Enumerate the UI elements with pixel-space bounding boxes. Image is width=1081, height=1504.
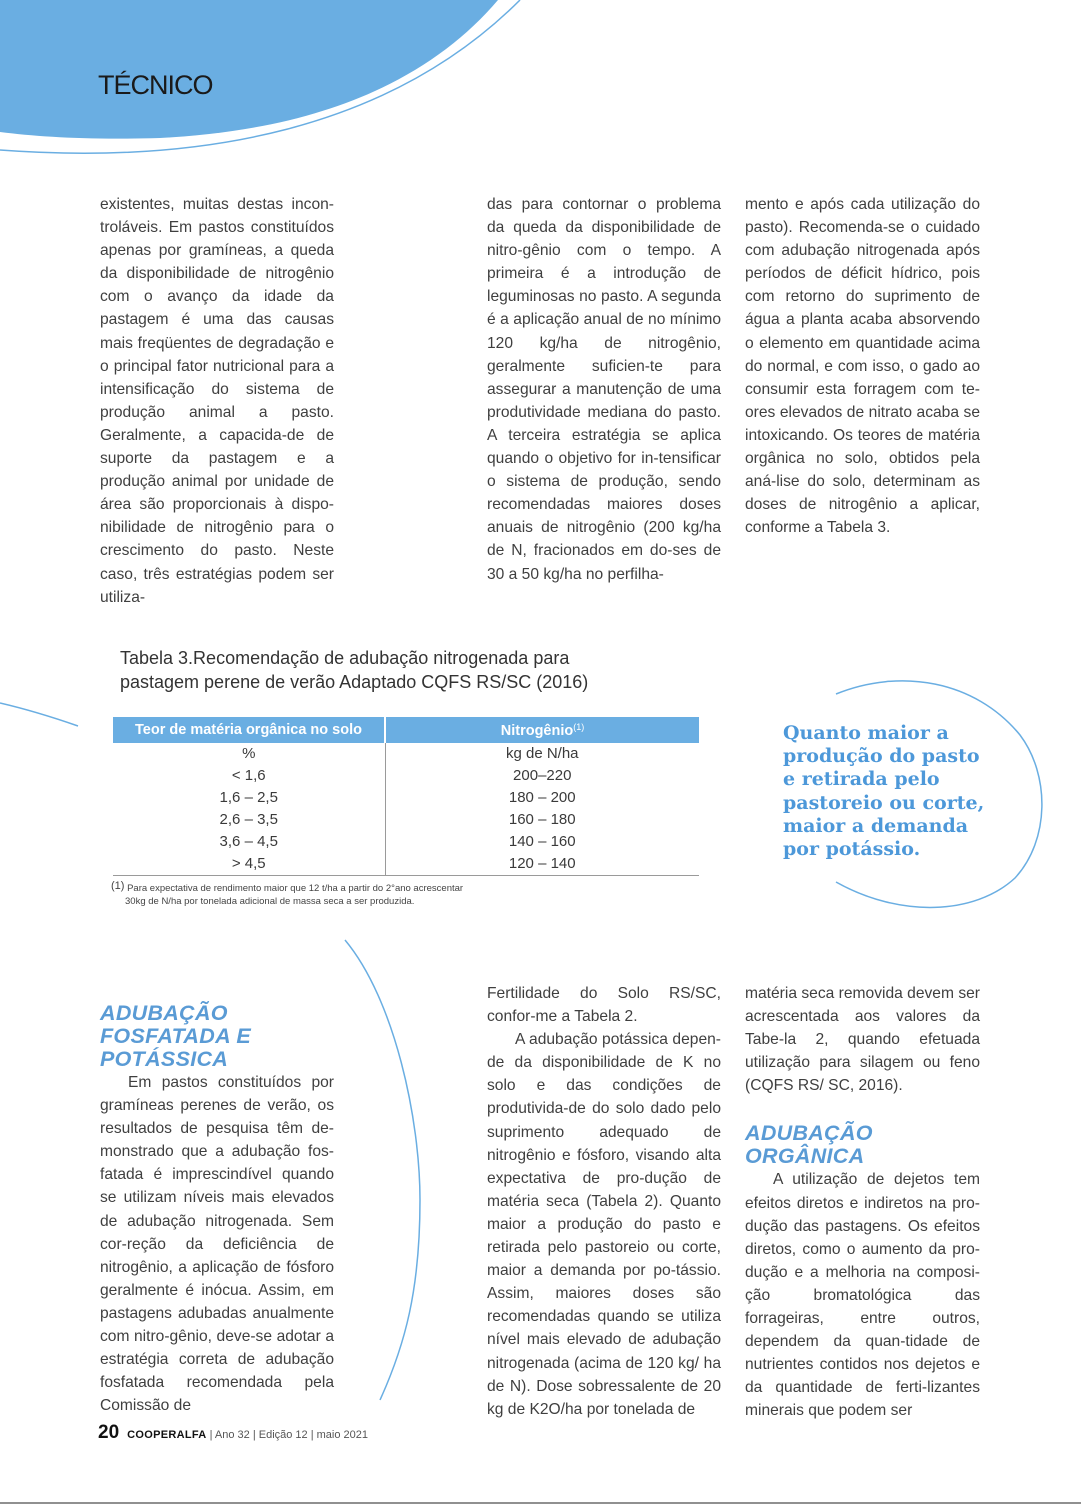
paragraph: A adubação potássica depen-de da disponibilidade de K no solo e das condições de produtivida-de do solo dado pelo suprimento adequado de nitrogênio e fósforo, visando alta expectativa de pro-dução de matéria seca (Tabela 2). Quanto maior a produção do pasto e retirada pelo pastoreio ou corte, maior a demanda por po-tássio. Assim, maiores doses são recomendadas quando se utiliza nível mais elevado de adubação nitrogenada (acima de 120 kg/ ha de N). Dose sobressalente de 20 kg de K2O/ha por tonelada de [487,1031,721,1418]
pull-quote-line: Quanto maior a [783,722,949,744]
heading-adubacao-organica [745,1122,980,1168]
header-organic-matter: Teor de matéria orgânica no solo [113,717,385,743]
table-caption-line-1: Tabela 3.Recomendação de adubação nitrogenada para [120,648,570,668]
heading-line: ADUBAÇÃO [100,1001,228,1025]
table-cell: 160 – 180 [508,811,576,828]
bottom-column-3 [745,982,980,1423]
table-cell: 200–220 [513,767,572,784]
pull-quote-line: por potássio. [783,838,921,861]
footnote-mark: (1) [111,880,125,892]
paragraph: mento e após cada utilização do pasto). Recomenda-se o cuidado com adubação nitrogenada após períodos de déficit hídrico, pois com retorno do suprimento de água a planta acaba absorvendo o elemento em quantidade acima do normal, e com isso, o gado ao consumir esta forragem com te-ores elevados de nitrato acaba se intoxicando. Os teores de matéria orgânica no solo, obtidos pela aná-lise do solo, determinam as doses de nitrogênio a aplicar, conforme a Tabela 3. [745,196,980,537]
table-cell: 140 – 160 [508,833,576,850]
heading-line: FOSFATADA E [100,1024,252,1048]
table-cell: 180 – 200 [508,789,576,806]
bottom-column-1 [100,1002,334,1417]
paragraph: das para contornar o problema da queda da disponibilidade de nitro-gênio com o tempo. A primeira é a introdução de leguminosas no pasto. A segunda é a aplicação anual de no mínimo 120 kg/ha de nitrogênio, geralmente suficien-te para assegurar a manutenção de uma produtividade mediana do pasto. A terceira estratégia se aplica quando o objetivo for in-tensificar o sistema de produção, sendo recomendadas maiores doses anuais de nitrogênio (200 kg/ha de N, fracionados em do-ses de 30 a 50 kg/ha no perfilha- [487,196,721,583]
top-column-3 [745,193,980,539]
table-row [113,809,699,831]
header-nitrogen [385,717,699,743]
bottom-column-2 [487,982,721,1421]
table-footnote [111,880,531,908]
top-column-1 [100,193,334,609]
table-cell: % [113,743,385,765]
left-curve-line [0,703,78,726]
table-cell: 1,6 – 2,5 [113,787,385,809]
table-row [113,831,699,853]
page-footer [98,1422,368,1444]
table-row [113,787,699,809]
table-cell: 2,6 – 3,5 [113,809,385,831]
recommendation-table [113,717,699,876]
table-row [113,765,699,787]
footnote-line-1: Para expectativa de rendimento maior que 12 t/ha a partir do 2°ano acrescentar [127,883,464,894]
page-number: 20 [98,1422,120,1443]
pull-quote-line: e retirada pelo [783,768,940,791]
header-nitrogen-footnote-ref: (1) [573,721,585,732]
pull-quote-line: produção do pasto [783,745,980,768]
paragraph: existentes, muitas destas incon-troláveis. Em pastos constituídos apenas por gramíneas, a queda da disponibilidade de nitrogênio com o avanço da idade da pastagem é uma das causas mais freqüentes de degradação e o principal fator nutricional para a intensificação do sistema de produção animal a pasto. Geralmente, a capacida-de de suporte da pastagem e a produção animal por unidade de área são proporcionais à dispo-nibilidade de nitrogênio para o crescimento do pasto. Neste caso, três estratégias podem ser utiliza- [100,196,334,606]
table-cell: 3,6 – 4,5 [113,831,385,853]
table-header-row [113,717,699,743]
issue-info: | Ano 32 | Edição 12 | maio 2021 [206,1429,369,1441]
paragraph: A utilização de dejetos tem efeitos diretos e indiretos na pro-dução das pastagens. Os efeitos diretos, como o aumento da pro-dução e a melhoria na composi-ção bromatológica das forrageiras, entre outros, dependem da quan-tidade de nutrientes contidos nos dejetos e da quantidade de ferti-lizantes minerais que podem ser [745,1171,980,1420]
paragraph: Fertilidade do Solo RS/SC, confor-me a Tabela 2. [487,985,721,1026]
table-caption-line-2: pastagem perene de verão Adaptado CQFS RS/SC (2016) [120,672,589,692]
paragraph: Em pastos constituídos por gramíneas perenes de verão, os resultados de pesquisa têm de-monstrado que a adubação fos-fatada é imprescindível quando se utilizam níveis mais elevados de adubação nitrogenada. Sem cor-reção da deficiência de nitrogênio, a aplicação de fósforo geralmente é inócua. Assim, em pastagens adubadas anualmente com nitro-gênio, deve-se adotar a estratégia correta de adubação fosfatada recomendada pela Comissão de [100,1074,334,1415]
table-cell: 120 – 140 [385,853,699,876]
magazine-brand: COOPERALFA [127,1429,207,1441]
pull-quote [783,722,1003,861]
pull-quote-line: maior a demanda [783,814,969,837]
footnote-line-2: 30kg de N/ha por tonelada adicional de massa seca a ser produzida. [125,896,415,907]
table-cell: > 4,5 [113,853,385,876]
top-column-2 [487,193,721,586]
heading-line: POTÁSSICA [100,1047,229,1071]
table-cell: kg de N/ha [505,745,579,762]
section-label: TÉCNICO [98,70,213,100]
heading-line: ORGÂNICA [745,1144,865,1169]
heading-adubacao-fosfatada [100,1002,334,1071]
table-row [113,853,699,876]
table-cell: < 1,6 [113,765,385,787]
paragraph: matéria seca removida devem ser acrescentada aos valores da Tabe-la 2, quando efetuada utilização para silagem ou feno (CQFS RS/ SC, 2016). [745,985,980,1095]
header-blue-wave [0,0,498,139]
header-nitrogen-label: Nitrogênio [500,722,574,739]
table-row [113,743,699,765]
bottom-curve-line [345,940,420,1400]
table-caption [120,646,640,694]
pull-quote-line: pastoreio ou corte, [783,791,985,814]
heading-line: ADUBAÇÃO [745,1121,873,1146]
